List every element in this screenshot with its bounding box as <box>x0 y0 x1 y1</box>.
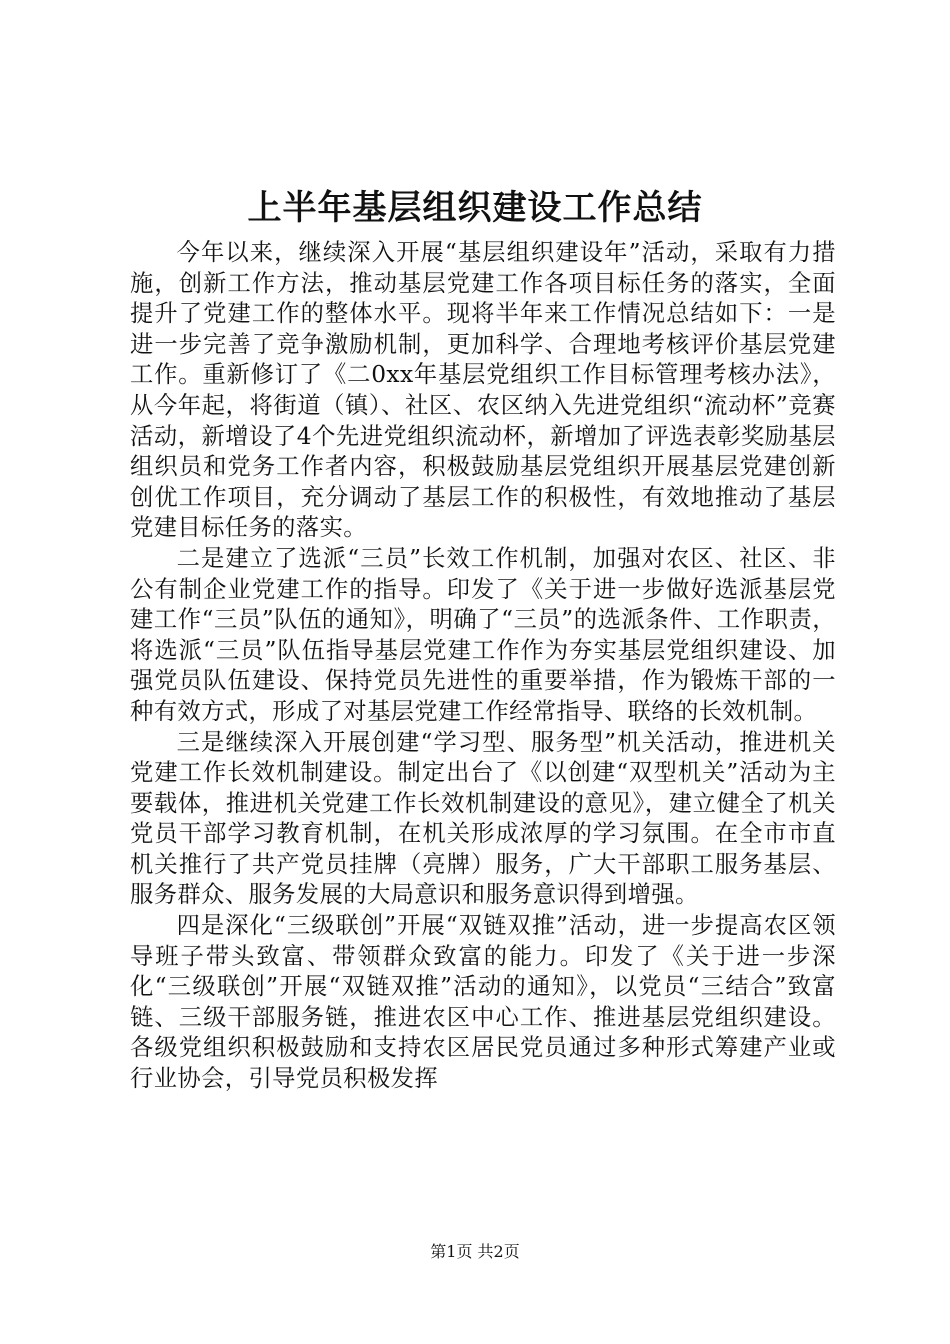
page-number-footer: 第1页 共2页 <box>430 1242 520 1261</box>
paragraph-3: 三是继续深入开展创建“学习型、服务型”机关活动，推进机关党建工作长效机制建设。制定出台了《以创建“双型机关”活动为主要载体，推进机关党建工作长效机制建设的意见》，建立健全了机关党员干部学习教育机制，在机关形成浓厚的学习氛围。在全市市直机关推行了共产党员挂牌（亮牌）服务，广大干部职工服务基层、服务群众、服务发展的大局意识和服务意识得到增强。 <box>130 728 836 909</box>
paragraph-2: 二是建立了选派“三员”长效工作机制，加强对农区、社区、非公有制企业党建工作的指导。印发了《关于进一步做好选派基层党建工作“三员”队伍的通知》，明确了“三员”的选派条件、工作职责，将选派“三员”队伍指导基层党建工作作为夯实基层党组织建设、加强党员队伍建设、保持党员先进性的重要举措，作为锻炼干部的一种有效方式，形成了对基层党建工作经常指导、联络的长效机制。 <box>130 544 836 725</box>
document-body <box>130 238 836 1095</box>
paragraph-4: 四是深化“三级联创”开展“双链双推”活动，进一步提高农区领导班子带头致富、带领群众致富的能力。印发了《关于进一步深化“三级联创”开展“双链双推”活动的通知》，以党员“三结合”致富链、三级干部服务链，推进农区中心工作、推进基层党组织建设。各级党组织积极鼓励和支持农区居民党员通过多种形式筹建产业或行业协会，引导党员积极发挥 <box>130 912 836 1093</box>
document-title: 上半年基层组织建设工作总结 <box>247 188 703 228</box>
paragraph-1: 今年以来，继续深入开展“基层组织建设年”活动，采取有力措施，创新工作方法，推动基层党建工作各项目标任务的落实，全面提升了党建工作的整体水平。现将半年来工作情况总结如下：一是进一步完善了竞争激励机制，更加科学、合理地考核评价基层党建工作。重新修订了《二0xx年基层党组织工作目标管理考核办法》，从今年起，将街道（镇）、社区、农区纳入先进党组织“流动杯”竞赛活动，新增设了4个先进党组织流动杯，新增加了评选表彰奖励基层组织员和党务工作者内容，积极鼓励基层党组织开展基层党建创新创优工作项目，充分调动了基层工作的积极性，有效地推动了基层党建目标任务的落实。 <box>130 239 836 542</box>
